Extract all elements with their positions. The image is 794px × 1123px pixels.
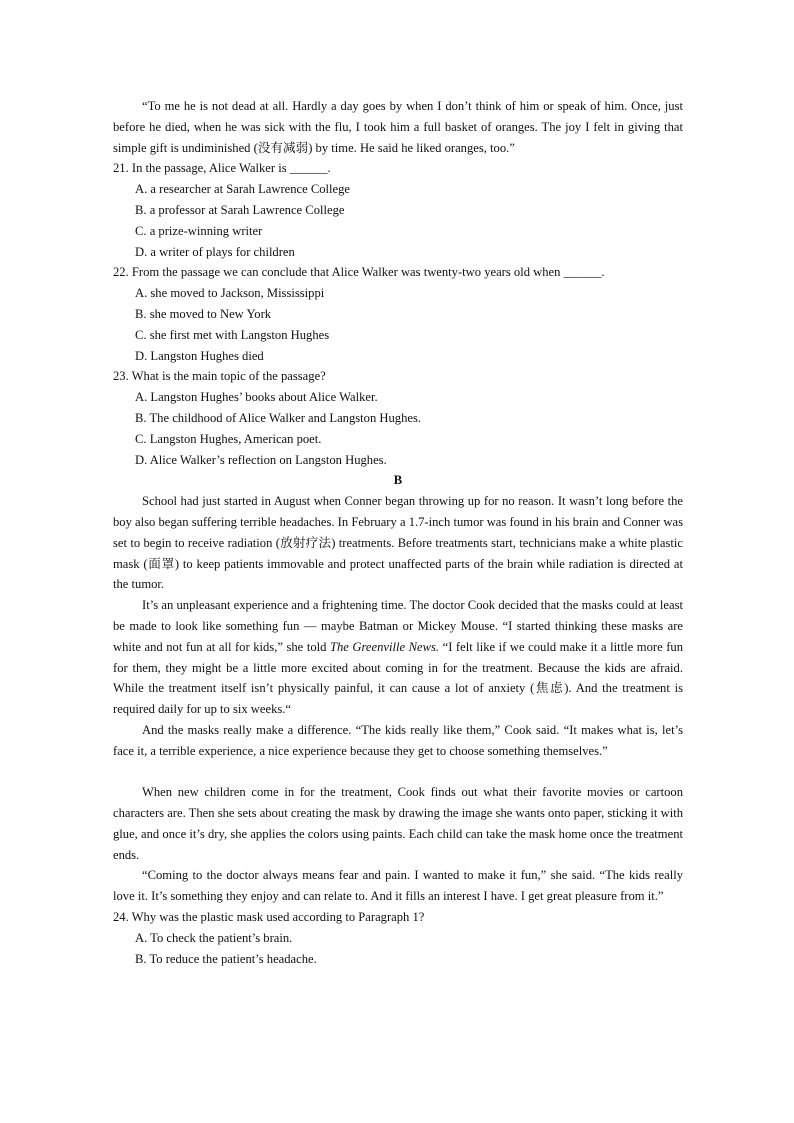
- question-stem: 23. What is the main topic of the passage?: [113, 369, 326, 384]
- question-23: [113, 366, 683, 470]
- option-c: C. Langston Hughes, American poet.: [135, 431, 322, 446]
- option-b: B. To reduce the patient’s headache.: [135, 951, 317, 966]
- question-stem: 24. Why was the plastic mask used according to Paragraph 1?: [113, 910, 425, 925]
- passage-b-paragraph-5: “Coming to the doctor always means fear and pain. I wanted to make it fun,” she said. “The kids really love it. It’s something they enjoy and can relate to. And it fills an interest I have. I get great pleasure from it.”: [113, 868, 683, 904]
- question-21: [113, 158, 683, 262]
- option-a: A. a researcher at Sarah Lawrence College: [135, 182, 351, 197]
- section-b-heading: B: [393, 473, 403, 488]
- option-a: A. To check the patient’s brain.: [135, 930, 293, 945]
- option-c: C. a prize-winning writer: [135, 223, 263, 238]
- question-stem: 21. In the passage, Alice Walker is ______.: [113, 161, 331, 176]
- passage-b-paragraph-1: School had just started in August when Conner began throwing up for no reason. It wasn’t long before the boy also began suffering terrible headaches. In February a 1.7-inch tumor was found in his brain and Conner was set to begin to receive radiation (放射疗法) treatments. Before treatments start, technicians make a white plastic mask (面罩) to keep patients immovable and protect unaffected parts of the brain while radiation is directed at the tumor.: [113, 494, 683, 592]
- newspaper-title: The Greenville News.: [329, 639, 440, 654]
- passage-b-paragraph-2: [113, 595, 683, 720]
- question-24: [113, 907, 683, 969]
- paragraph-text: It’s an unpleasant experience and a frightening time. The doctor Cook decided that the masks could at least be made to look like something fun — maybe Batman or Mickey Mouse. “I started thinking these masks are white and not fun at all for kids,” she told: [113, 598, 683, 654]
- passage-b-paragraph-3: And the masks really make a difference. “The kids really like them,” Cook said. “It makes what is, let’s face it, a terrible experience, a nice experience because they get to choose something themselves.”: [113, 722, 683, 758]
- option-d: D. a writer of plays for children: [135, 244, 295, 259]
- passage-a-closing-paragraph: “To me he is not dead at all. Hardly a day goes by when I don’t think of him or speak of him. Once, just before he died, when he was sick with the flu, I took him a full basket of oranges. The joy I felt in giving that simple gift is undiminished (没有减弱) by time. He said he liked oranges, too.”: [113, 99, 683, 155]
- question-stem: 22. From the passage we can conclude that Alice Walker was twenty-two years old when ______.: [113, 265, 605, 280]
- option-b: B. she moved to New York: [135, 306, 272, 321]
- exam-page: [113, 96, 683, 969]
- passage-b-paragraph-4: When new children come in for the treatment, Cook finds out what their favorite movies or cartoon characters are. Then she sets about creating the mask by drawing the image she wants onto paper, sticking it with glue, and once it’s dry, she applies the colors using paints. Each child can take the mask home once the treatment ends.: [113, 785, 683, 862]
- option-b: B. The childhood of Alice Walker and Langston Hughes.: [135, 410, 422, 425]
- option-a: A. Langston Hughes’ books about Alice Walker.: [135, 390, 378, 405]
- option-d: D. Alice Walker’s reflection on Langston Hughes.: [135, 452, 387, 467]
- blank-line: [113, 762, 683, 783]
- option-c: C. she first met with Langston Hughes: [135, 327, 330, 342]
- option-d: D. Langston Hughes died: [135, 348, 264, 363]
- option-a: A. she moved to Jackson, Mississippi: [135, 286, 325, 301]
- question-22: [113, 262, 683, 366]
- option-b: B. a professor at Sarah Lawrence College: [135, 202, 345, 217]
- paragraph-text: “I felt like if we could make it a little more fun for them, they might be a little more excited about coming in for the treatment. Because the kids are afraid. While the treatment itself isn’t physically painful, it can cause a lot of anxiety (焦虑). And the treatment is required daily for up to six weeks.“: [113, 639, 683, 717]
